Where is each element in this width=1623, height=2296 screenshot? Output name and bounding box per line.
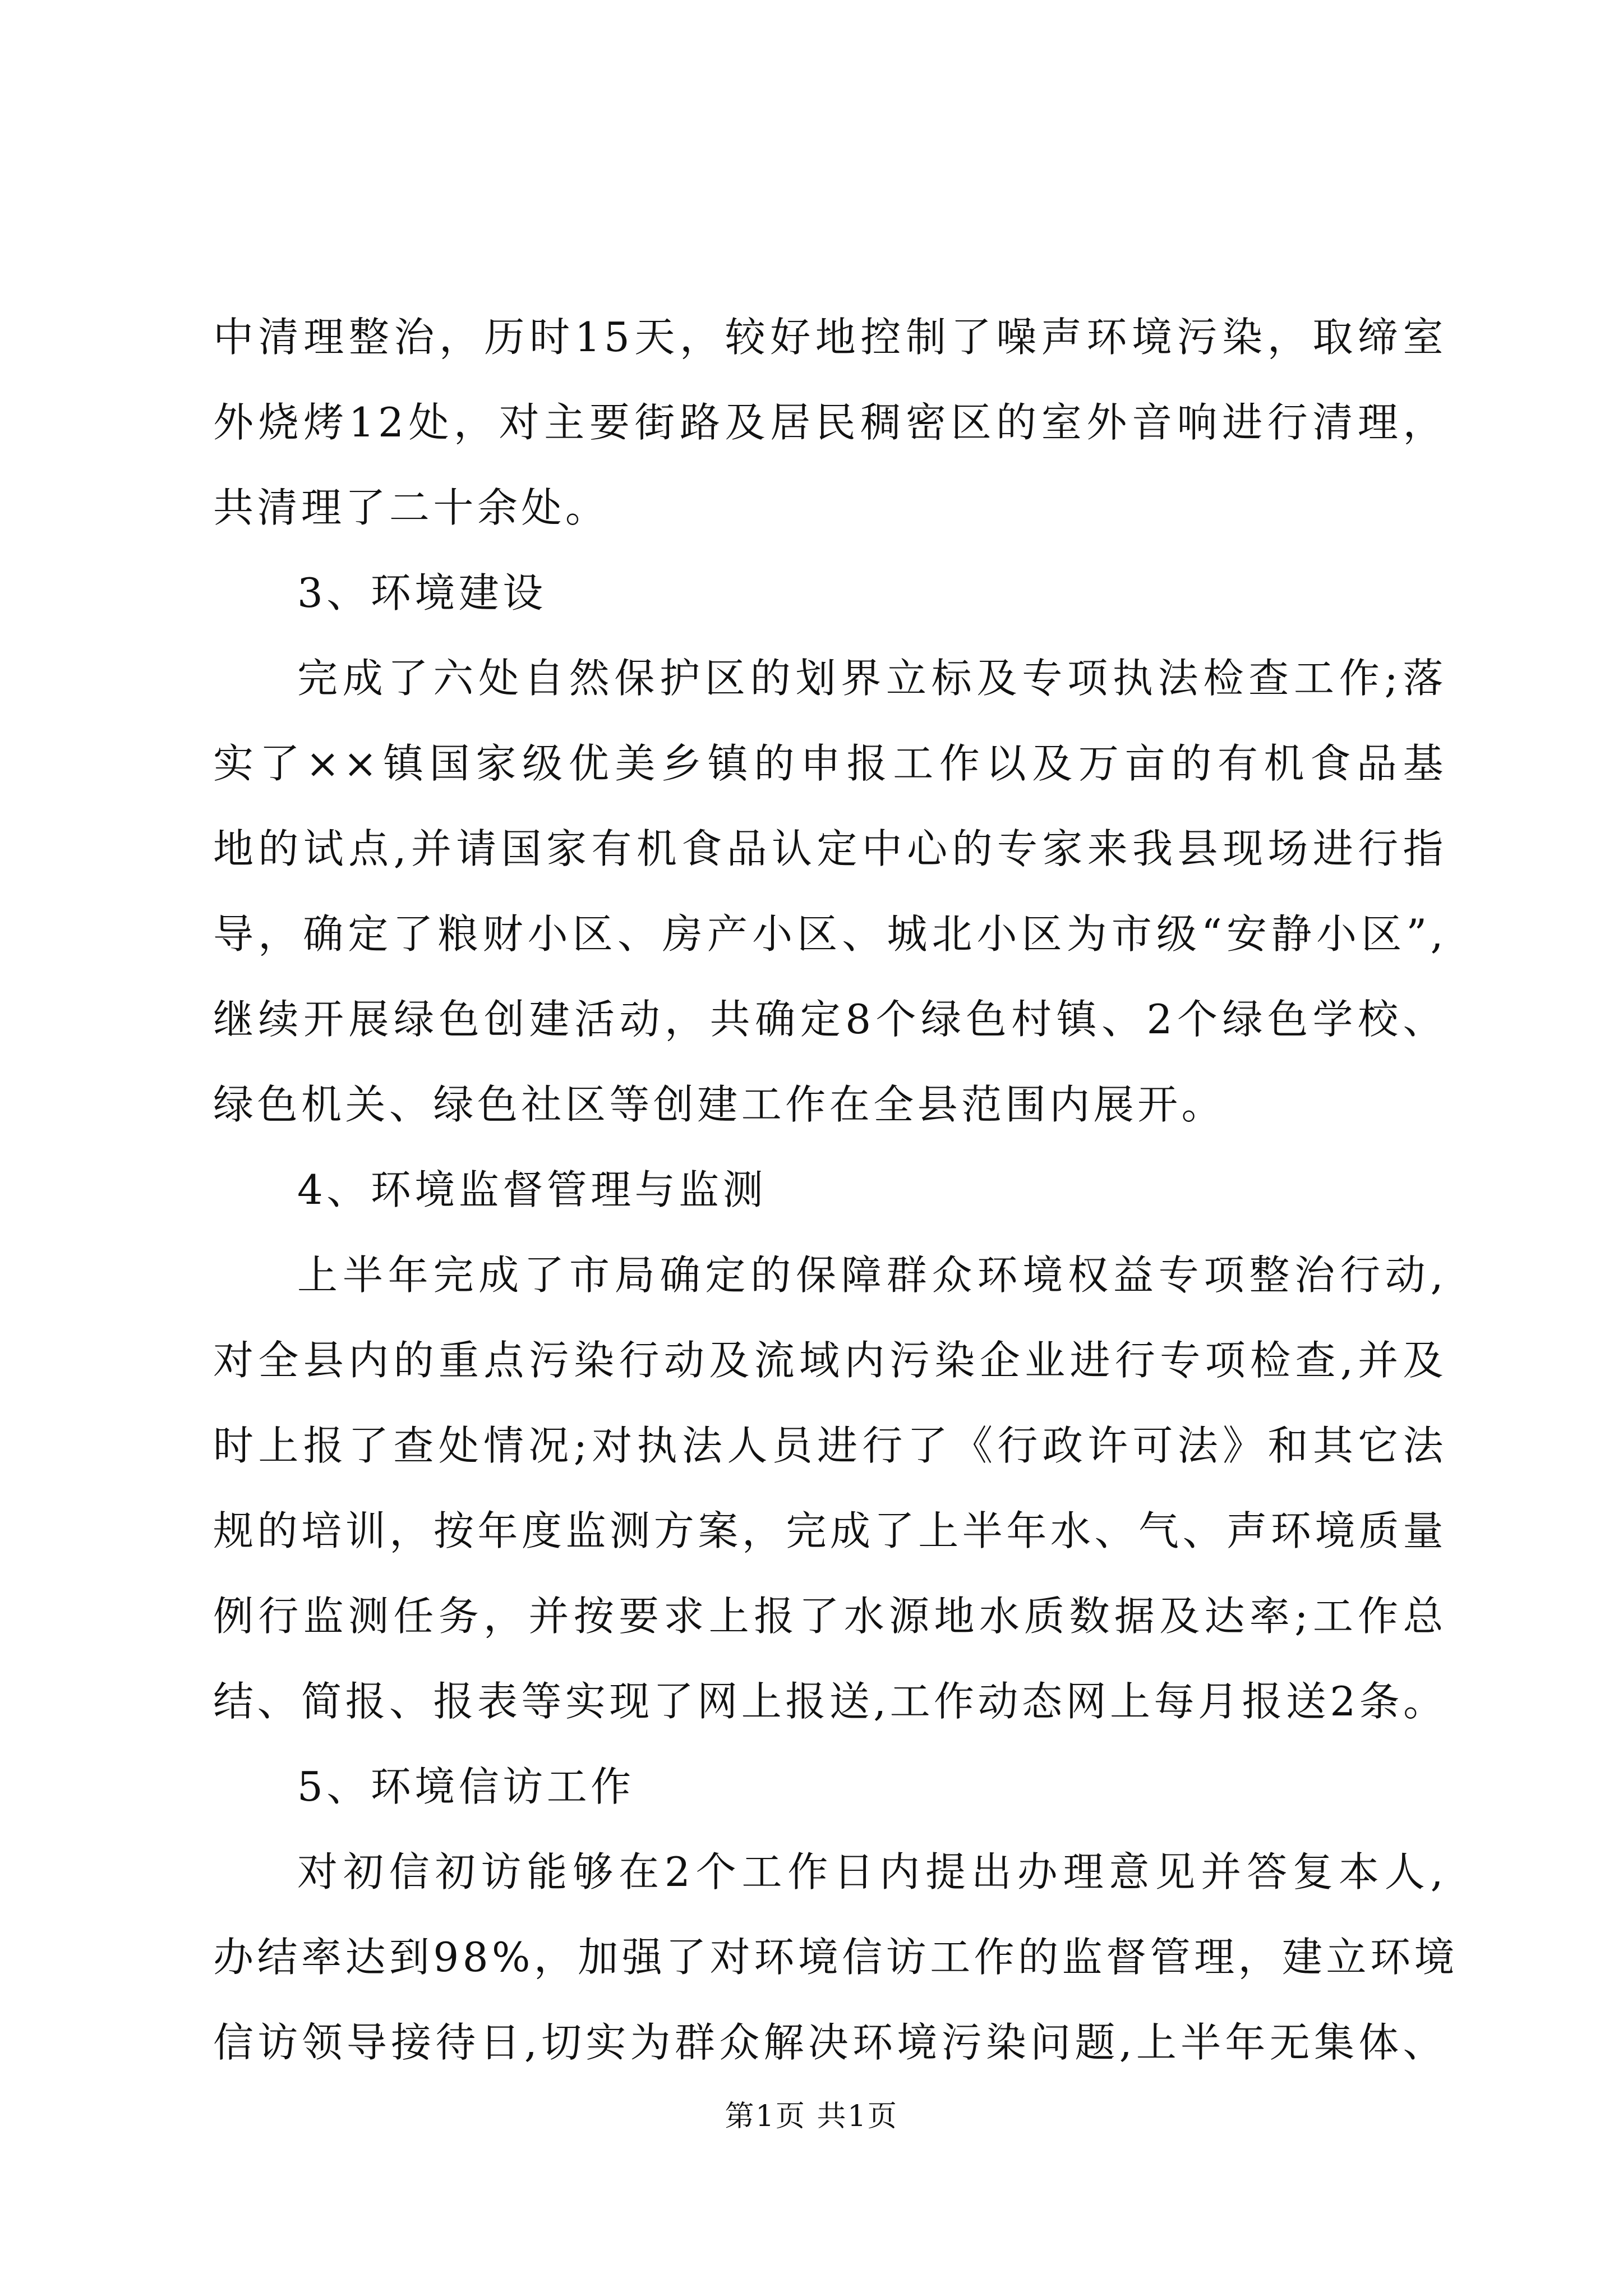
page-number-footer: 第1页 共1页 (725, 2100, 898, 2133)
paragraph-line: 结、简报、报表等实现了网上报送,工作动态网上每月报送2条。 (213, 1678, 1447, 1725)
paragraph-line: 共清理了二十余处。 (213, 484, 610, 531)
document-body (213, 295, 1458, 2085)
section-heading: 4、环境监督管理与监测 (297, 1166, 767, 1213)
section-heading: 5、环境信访工作 (297, 1763, 635, 1810)
paragraph-line: 时上报了查处情况;对执法人员进行了《行政许可法》和其它法 (213, 1422, 1447, 1469)
paragraph-line: 绿色机关、绿色社区等创建工作在全县范围内展开。 (213, 1081, 1226, 1128)
paragraph-line: 对全县内的重点污染行动及流域内污染企业进行专项检查,并及 (213, 1337, 1447, 1384)
paragraph-line: 办结率达到98%，加强了对环境信访工作的监督管理，建立环境 (213, 1934, 1458, 1981)
paragraph-line: 对初信初访能够在2个工作日内提出办理意见并答复本人, (297, 1848, 1447, 1895)
paragraph-line: 导，确定了粮财小区、房产小区、城北小区为市级“安静小区”, (213, 910, 1447, 958)
paragraph-line: 外烧烤12处，对主要街路及居民稠密区的室外音响进行清理， (213, 399, 1447, 446)
paragraph-line: 规的培训，按年度监测方案，完成了上半年水、气、声环境质量 (213, 1507, 1447, 1554)
paragraph-line: 中清理整治，历时15天，较好地控制了噪声环境污染，取缔室 (213, 314, 1447, 361)
paragraph-line: 信访领导接待日,切实为群众解决环境污染问题,上半年无集体、 (213, 2019, 1447, 2066)
section-heading: 3、环境建设 (297, 569, 547, 616)
paragraph-line: 完成了六处自然保护区的划界立标及专项执法检查工作;落 (297, 655, 1447, 702)
paragraph-line: 上半年完成了市局确定的保障群众环境权益专项整治行动, (297, 1251, 1447, 1299)
paragraph-line: 地的试点,并请国家有机食品认定中心的专家来我县现场进行指 (213, 825, 1447, 872)
paragraph-line: 实了××镇国家级优美乡镇的申报工作以及万亩的有机食品基 (213, 740, 1447, 787)
paragraph-line: 继续开展绿色创建活动，共确定8个绿色村镇、2个绿色学校、 (213, 996, 1447, 1043)
paragraph-line: 例行监测任务，并按要求上报了水源地水质数据及达率;工作总 (213, 1593, 1447, 1640)
